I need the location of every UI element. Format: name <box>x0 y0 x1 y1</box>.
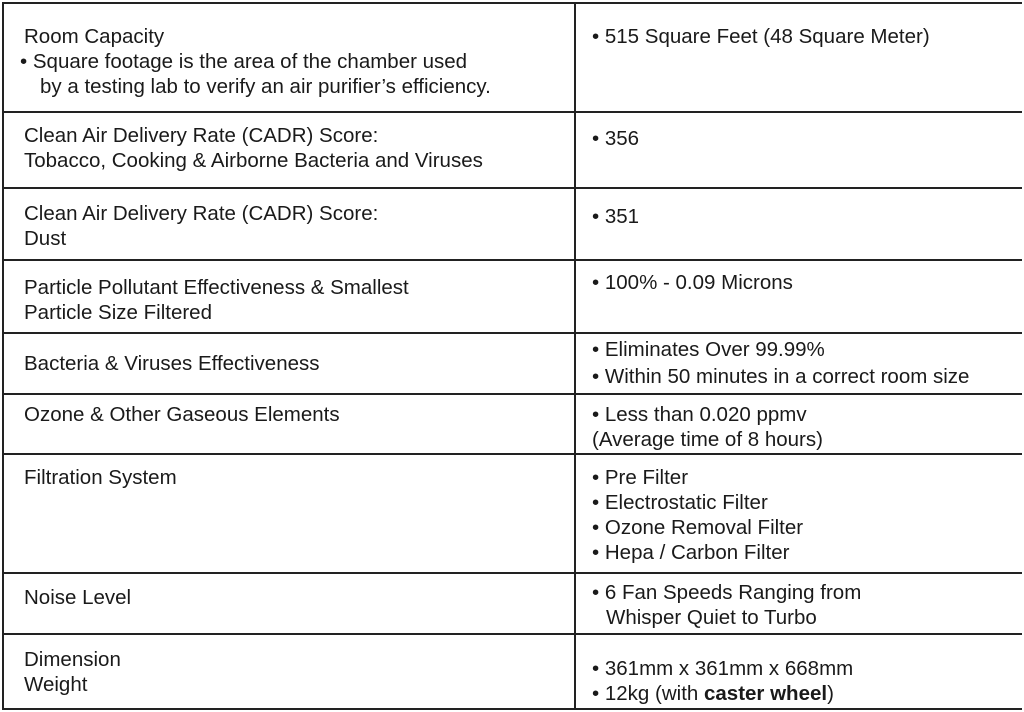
value-line: • Less than 0.020 ppmv <box>592 403 807 426</box>
value-line: • 351 <box>592 205 640 228</box>
label-line: Bacteria & Viruses Effectiveness <box>24 352 320 375</box>
value-line: • 515 Square Feet (48 Square Meter) <box>592 25 930 48</box>
table-row-dimension <box>2 633 1022 710</box>
value-line: Whisper Quiet to Turbo <box>606 606 817 629</box>
label-particle <box>24 275 572 325</box>
label-dimension <box>24 647 572 697</box>
label-line: • Square footage is the area of the chamber used <box>20 50 468 73</box>
label-cadr-tobacco <box>24 123 572 173</box>
value-bacteria <box>592 337 1022 389</box>
label-noise <box>24 585 572 610</box>
value-line: • 356 <box>592 127 640 150</box>
table-row-bacteria <box>2 332 1022 393</box>
value-particle <box>592 270 1022 295</box>
label-line: Clean Air Delivery Rate (CADR) Score: <box>24 124 379 147</box>
label-room-capacity <box>20 24 572 99</box>
label-line: Noise Level <box>24 586 132 609</box>
label-line: Room Capacity <box>24 25 165 48</box>
value-weight-line <box>592 681 1022 706</box>
value-line: • 6 Fan Speeds Ranging from <box>592 581 862 604</box>
label-line: by a testing lab to verify an air purifier’s efficiency. <box>40 75 491 98</box>
label-line: Dust <box>24 227 67 250</box>
label-line: Clean Air Delivery Rate (CADR) Score: <box>24 202 379 225</box>
table-row-cadr-dust <box>2 187 1022 259</box>
label-ozone <box>24 402 572 427</box>
value-line: • 100% - 0.09 Microns <box>592 271 793 294</box>
value-line: • 361mm x 361mm x 668mm <box>592 657 854 680</box>
table-row-ozone <box>2 393 1022 453</box>
table-row-cadr-tobacco <box>2 111 1022 187</box>
label-line: Filtration System <box>24 466 177 489</box>
value-line: • Hepa / Carbon Filter <box>592 541 790 564</box>
label-cadr-dust <box>24 201 572 251</box>
weight-suffix: ) <box>827 682 834 705</box>
weight-prefix: • 12kg (with <box>592 682 704 705</box>
value-cadr-tobacco <box>592 126 1022 151</box>
label-line: Particle Pollutant Effectiveness & Smallest <box>24 276 409 299</box>
label-line: Tobacco, Cooking & Airborne Bacteria and Viruses <box>24 149 483 172</box>
table-row-noise <box>2 572 1022 633</box>
value-line: • Eliminates Over 99.99% <box>592 338 825 361</box>
value-line: • Within 50 minutes in a correct room size <box>592 365 970 388</box>
label-line: Ozone & Other Gaseous Elements <box>24 403 340 426</box>
label-filtration <box>24 465 572 490</box>
table-row-room-capacity <box>2 2 1022 111</box>
value-line: • Electrostatic Filter <box>592 491 768 514</box>
value-line: • Pre Filter <box>592 466 689 489</box>
value-cadr-dust <box>592 204 1022 229</box>
label-line: Dimension <box>24 648 121 671</box>
value-filtration <box>592 465 1022 565</box>
label-line: Particle Size Filtered <box>24 301 212 324</box>
value-ozone <box>592 402 1022 452</box>
label-line: Weight <box>24 673 88 696</box>
label-bacteria <box>24 351 572 376</box>
value-line: (Average time of 8 hours) <box>592 428 823 451</box>
value-line: • Ozone Removal Filter <box>592 516 804 539</box>
table-row-particle <box>2 259 1022 332</box>
value-dimension <box>592 656 1022 706</box>
weight-bold: caster wheel <box>704 682 828 705</box>
value-room-capacity <box>592 24 1022 49</box>
value-noise <box>592 580 1022 630</box>
table-row-filtration <box>2 453 1022 572</box>
